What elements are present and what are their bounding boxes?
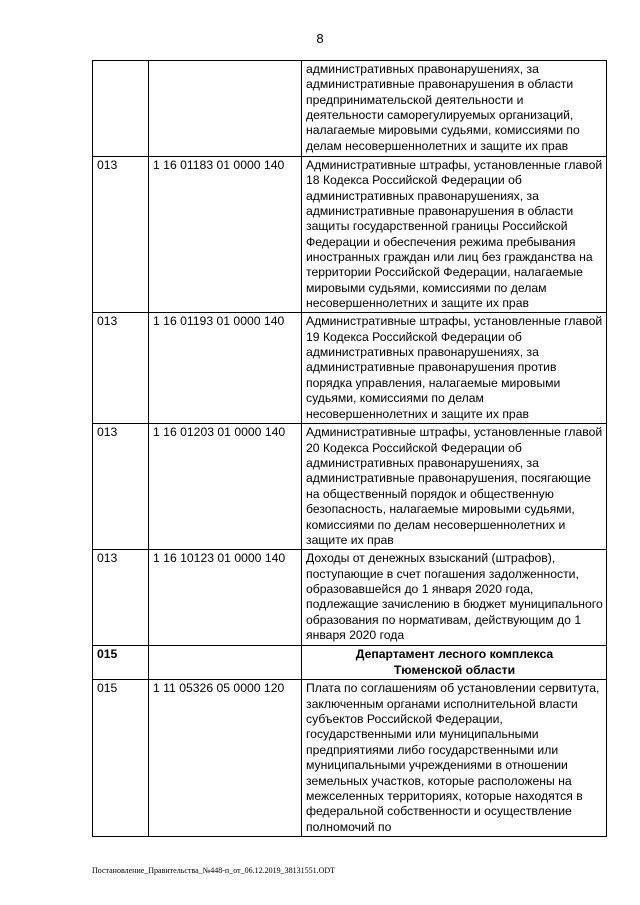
income-name-cell: Плата по соглашениям об установлении сервитута, заключенным органами исполнительной власти субъектов Российской Федерации, государственными или муниципальными предприятиями либо государственными или муниципальными учреждениями в отношении земельных участков, которые расположены на межселенных территориях, которые находятся в федеральной собственности и осуществление полномочий по (302, 680, 607, 837)
income-code-cell: 1 11 05326 05 0000 120 (149, 680, 302, 837)
administrator-name-line: Департамент лесного комплекса (355, 647, 554, 662)
admin-code-cell: 013 (93, 157, 149, 313)
income-name-cell: Административные штрафы, установленные главой 19 Кодекса Российской Федерации об административных правонарушениях, за административные правонарушения против порядка управления, налагаемые мировыми судьями, комиссиями по делам несовершеннолетних и защите их прав (302, 313, 607, 424)
income-code-cell: 1 16 01203 01 0000 140 (149, 424, 302, 550)
table-row (93, 157, 607, 313)
income-code-cell: 1 16 10123 01 0000 140 (149, 550, 302, 646)
income-code-cell (149, 61, 302, 157)
document-footer: Постановление_Правительства_№448-п_от_06.12.2019_38131551.ODT (92, 866, 336, 875)
budget-classification-table (92, 60, 607, 837)
administrator-heading-row (93, 646, 607, 680)
administrator-name-cell (302, 646, 607, 680)
admin-code-cell: 013 (93, 424, 149, 550)
table-row (93, 424, 607, 550)
admin-code-cell: 015 (93, 680, 149, 837)
income-name-cell: Доходы от денежных взысканий (штрафов), поступающие в счет погашения задолженности, образовавшейся до 1 января 2020 года, подлежащие зачислению в бюджет муниципального образования по нормативам, действующим до 1 января 2020 года (302, 550, 607, 646)
table-row (93, 550, 607, 646)
table-row (93, 313, 607, 424)
admin-code-cell: 013 (93, 313, 149, 424)
income-name-cell: административных правонарушениях, за административные правонарушения в области предпринимательской деятельности и деятельности саморегулируемых организаций, налагаемые мировыми судьями, комиссиями по делам несовершеннолетних и защите их прав (302, 61, 607, 157)
administrator-name-line: Тюменской области (393, 662, 516, 677)
income-name-cell: Административные штрафы, установленные главой 20 Кодекса Российской Федерации об административных правонарушениях, за административные правонарушения, посягающие на общественный порядок и общественную безопасность, налагаемые мировыми судьями, комиссиями по делам несовершеннолетних и защите их прав (302, 424, 607, 550)
page-number: 8 (316, 31, 324, 46)
table-row (93, 61, 607, 157)
admin-code-cell (93, 61, 149, 157)
admin-code-cell: 015 (93, 646, 149, 680)
admin-code-cell: 013 (93, 550, 149, 646)
income-name-cell: Административные штрафы, установленные главой 18 Кодекса Российской Федерации об административных правонарушениях, за административные правонарушения в области защиты государственной границы Российской Федерации и обеспечения режима пребывания иностранных граждан или лиц без гражданства на территории Российской Федерации, налагаемые мировыми судьями, комиссиями по делам несовершеннолетних и защите их прав (302, 157, 607, 313)
income-code-cell: 1 16 01193 01 0000 140 (149, 313, 302, 424)
income-code-cell (149, 646, 302, 680)
income-code-cell: 1 16 01183 01 0000 140 (149, 157, 302, 313)
table-row (93, 680, 607, 837)
